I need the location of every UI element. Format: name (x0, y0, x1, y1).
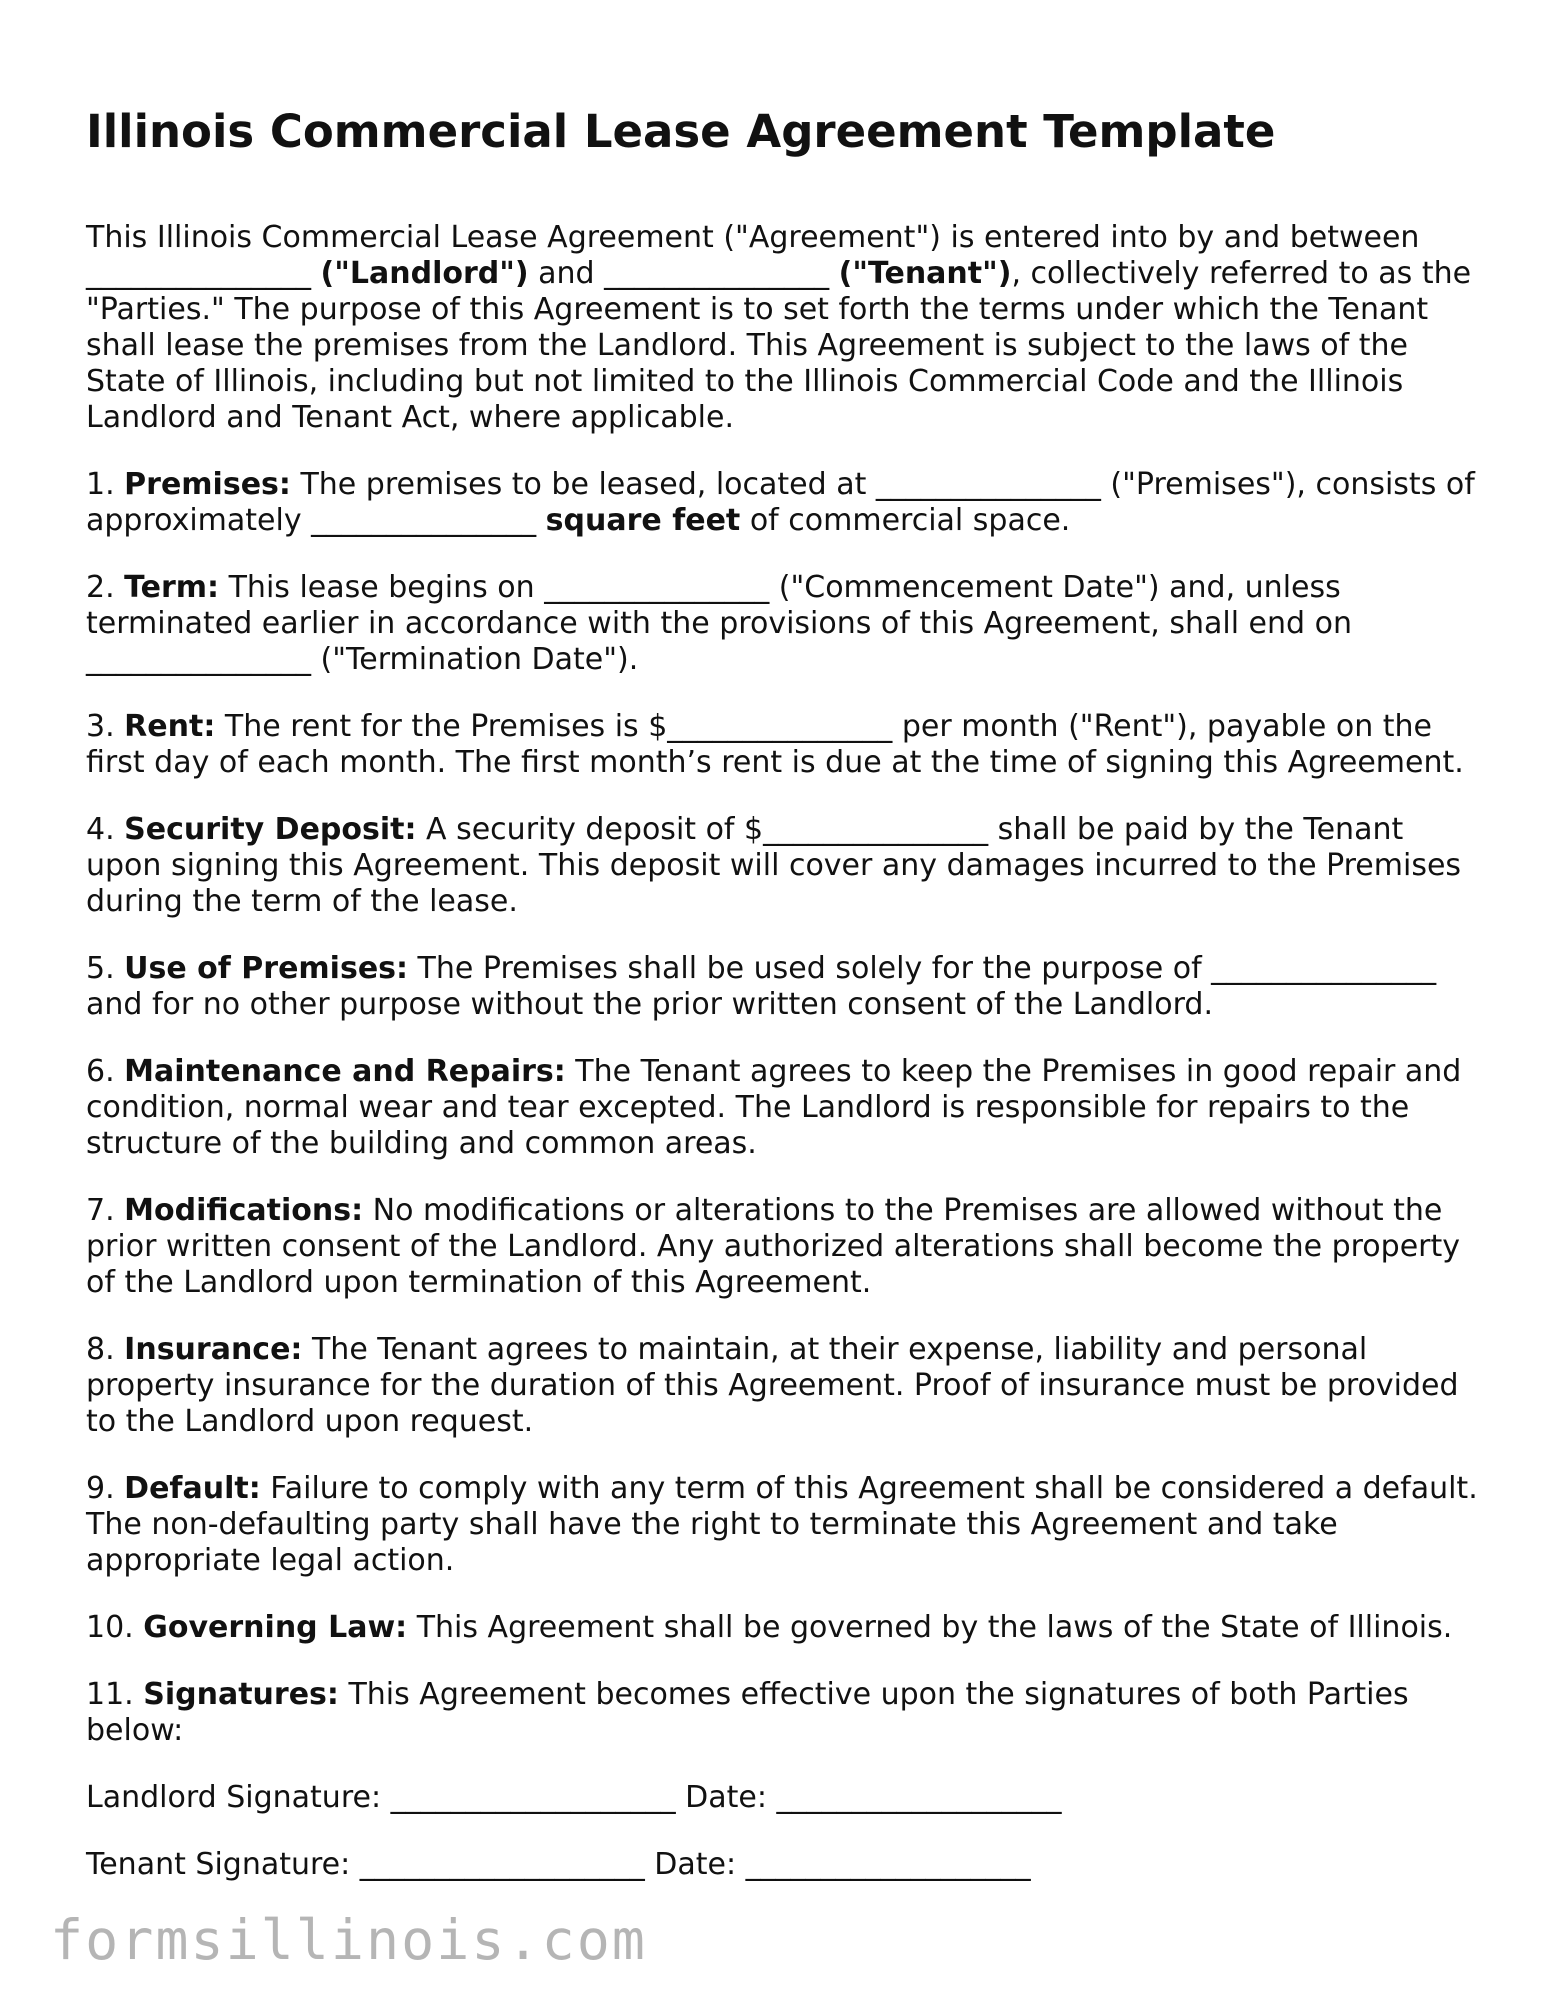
section-number: 5. (86, 951, 125, 986)
tenant-label: ("Tenant") (838, 256, 1012, 291)
section-number: 7. (86, 1193, 125, 1228)
landlord-date-blank[interactable]: ___________________ (776, 1780, 1062, 1815)
section-text: ("Termination Date"). (311, 642, 639, 677)
section-text: This Agreement shall be governed by the laws of the State of Illinois. (407, 1610, 1453, 1645)
section-rent (86, 709, 1486, 781)
section-number: 4. (86, 812, 125, 847)
intro-text-3: , collectively referred to as the "Parties." The purpose of this Agreement is to set forth the terms under which the Tenant shall lease the premises from the Landlord. This Agreement is subject to the laws of the State of Illinois, including but not limited to the Illinois Commercial Code and the Illinois Landlord and Tenant Act, where applicable. (86, 256, 1472, 435)
section-heading: Term: (124, 570, 220, 605)
section-maintenance (86, 1054, 1486, 1162)
page-title: Illinois Commercial Lease Agreement Template (86, 105, 1276, 158)
section-number: 11. (86, 1677, 144, 1712)
section-premises (86, 467, 1486, 539)
section-text: This lease begins on (219, 570, 545, 605)
tenant-date-label: Date: (644, 1847, 746, 1882)
section-heading: Signatures: (143, 1677, 339, 1712)
section-text: The Tenant agrees to keep the Premises in good repair and condition, normal wear and tear excepted. The Landlord is responsible for repairs to the structure of the building and common areas. (86, 1054, 1462, 1161)
section-governing-law (86, 1610, 1486, 1646)
section-heading: Modifications: (124, 1193, 364, 1228)
square-feet-label: square feet (545, 503, 741, 538)
section-text: This Agreement becomes effective upon the signatures of both Parties below: (86, 1677, 1409, 1748)
section-number: 1. (86, 467, 125, 502)
rent-amount-blank[interactable]: _______________ (667, 709, 893, 744)
square-feet-blank[interactable]: _______________ (311, 503, 537, 538)
commencement-date-blank[interactable]: _______________ (544, 570, 770, 605)
section-text: The premises to be leased, located at (290, 467, 876, 502)
section-number: 10. (86, 1610, 144, 1645)
tenant-signature-blank[interactable]: ___________________ (359, 1847, 645, 1882)
section-heading: Use of Premises: (124, 951, 409, 986)
landlord-signature-label: Landlord Signature: (86, 1780, 391, 1815)
section-text: per month ("Rent"), payable on the first day of each month. The first month’s rent is due at the time of signing this Agreement. (86, 709, 1464, 780)
intro-text-1: This Illinois Commercial Lease Agreement ("Agreement") is entered into by and between (86, 220, 1420, 255)
section-text: The Premises shall be used solely for the purpose of (408, 951, 1212, 986)
section-text: ("Commencement Date") and, unless terminated earlier in accordance with the provisions of this Agreement, shall end on (86, 570, 1352, 641)
landlord-signature-blank[interactable]: ___________________ (390, 1780, 676, 1815)
section-text: The rent for the Premises is $ (215, 709, 668, 744)
tenant-signature-line (86, 1847, 1486, 1883)
landlord-signature-line (86, 1780, 1486, 1816)
section-security-deposit (86, 812, 1486, 920)
tenant-date-blank[interactable]: ___________________ (745, 1847, 1031, 1882)
section-text: No modifications or alterations to the Premises are allowed without the prior written consent of the Landlord. Any authorized alterations shall become the property of the Landlord upon termination of this Agreement. (86, 1193, 1461, 1300)
section-heading: Maintenance and Repairs: (124, 1054, 566, 1089)
section-text: shall be paid by the Tenant upon signing this Agreement. This deposit will cover any damages incurred to the Premises during the term of the lease. (86, 812, 1462, 919)
section-number: 8. (86, 1332, 125, 1367)
landlord-label: ("Landlord") (320, 256, 529, 291)
landlord-date-label: Date: (675, 1780, 777, 1815)
section-heading: Insurance: (124, 1332, 303, 1367)
purpose-blank[interactable]: _______________ (1211, 951, 1437, 986)
section-insurance (86, 1332, 1486, 1440)
section-heading: Default: (124, 1471, 261, 1506)
tenant-name-blank[interactable]: _______________ (604, 256, 830, 291)
section-default (86, 1471, 1486, 1579)
intro-paragraph (86, 220, 1486, 436)
section-heading: Governing Law: (143, 1610, 408, 1645)
section-text: A security deposit of $ (416, 812, 764, 847)
termination-date-blank[interactable]: _______________ (86, 642, 311, 677)
section-signatures (86, 1677, 1486, 1749)
section-use-of-premises (86, 951, 1486, 1023)
section-text: and for no other purpose without the prior written consent of the Landlord. (86, 987, 1214, 1022)
premises-address-blank[interactable]: _______________ (875, 467, 1101, 502)
section-text: Failure to comply with any term of this Agreement shall be considered a default. The non-defaulting party shall have the right to terminate this Agreement and take appropriate legal action. (86, 1471, 1478, 1578)
landlord-name-blank[interactable]: _______________ (86, 256, 311, 291)
section-heading: Rent: (124, 709, 216, 744)
section-number: 6. (86, 1054, 125, 1089)
section-text: ("Premises"), consists of approximately (86, 467, 1475, 538)
intro-text-2: and (528, 256, 605, 291)
section-number: 9. (86, 1471, 125, 1506)
section-heading: Security Deposit: (124, 812, 417, 847)
section-modifications (86, 1193, 1486, 1301)
section-number: 3. (86, 709, 125, 744)
section-text: of commercial space. (740, 503, 1071, 538)
deposit-amount-blank[interactable]: _______________ (763, 812, 989, 847)
section-text: The Tenant agrees to maintain, at their expense, liability and personal property insurance for the duration of this Agreement. Proof of insurance must be provided to the Landlord upon request. (86, 1332, 1459, 1439)
tenant-signature-label: Tenant Signature: (86, 1847, 360, 1882)
section-term (86, 570, 1486, 678)
section-heading: Premises: (124, 467, 291, 502)
document-page (86, 102, 1486, 1914)
watermark: formsillinois.com (50, 1908, 647, 1972)
section-number: 2. (86, 570, 125, 605)
